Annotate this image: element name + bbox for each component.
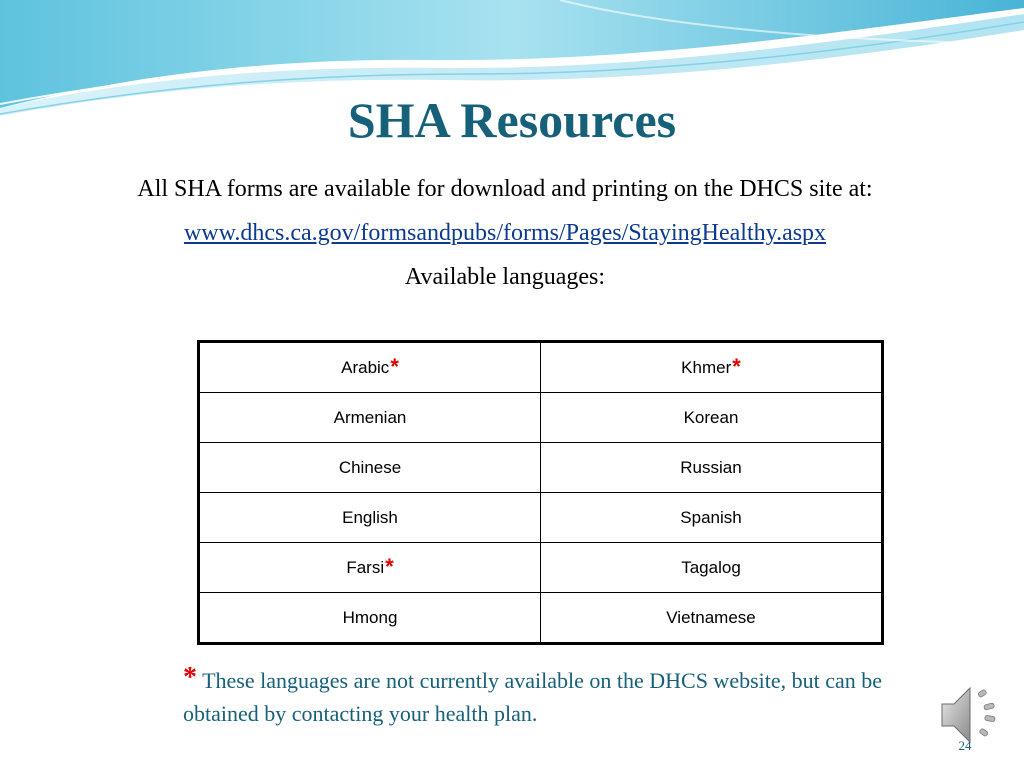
language-name: Spanish xyxy=(680,507,742,527)
language-cell xyxy=(199,493,541,543)
language-name: Russian xyxy=(680,457,742,477)
unavailable-asterisk: * xyxy=(385,553,394,579)
table-row xyxy=(199,493,883,543)
table-row xyxy=(199,342,883,393)
language-name: Vietnamese xyxy=(666,607,756,627)
language-cell xyxy=(541,393,883,443)
language-cell xyxy=(199,443,541,493)
language-name: Arabic xyxy=(341,357,390,377)
table-row xyxy=(199,543,883,593)
languages-table xyxy=(197,340,884,645)
table-row xyxy=(199,393,883,443)
language-cell xyxy=(541,443,883,493)
language-cell xyxy=(541,342,883,393)
footnote xyxy=(183,664,943,730)
language-name: Hmong xyxy=(342,607,398,627)
page-number: 24 xyxy=(958,738,972,753)
footnote-text: These languages are not currently available on the DHCS website, but can be obtained by contacting your health plan. xyxy=(183,668,883,726)
unavailable-asterisk: * xyxy=(390,353,399,379)
language-cell xyxy=(541,493,883,543)
language-name: English xyxy=(342,507,398,527)
table-row xyxy=(199,443,883,493)
language-cell xyxy=(199,543,541,593)
language-cell xyxy=(199,593,541,644)
language-name: Farsi xyxy=(346,557,385,577)
unavailable-asterisk: * xyxy=(732,353,741,379)
dhcs-forms-link[interactable]: www.dhcs.ca.gov/formsandpubs/forms/Pages/StayingHealthy.aspx xyxy=(183,220,827,246)
language-name: Korean xyxy=(683,407,739,427)
language-cell xyxy=(541,543,883,593)
intro-text: All SHA forms are available for download and printing on the DHCS site at: xyxy=(137,176,873,202)
language-name: Armenian xyxy=(333,407,407,427)
language-cell xyxy=(199,393,541,443)
language-cell xyxy=(199,342,541,393)
table-row xyxy=(199,593,883,644)
language-cell xyxy=(541,593,883,644)
language-name: Tagalog xyxy=(681,557,741,577)
available-languages-label: Available languages: xyxy=(404,264,606,290)
language-name: Chinese xyxy=(338,457,402,477)
footnote-asterisk: * xyxy=(183,662,197,693)
page-title: SHA Resources xyxy=(347,92,677,148)
language-name: Khmer xyxy=(681,357,732,377)
